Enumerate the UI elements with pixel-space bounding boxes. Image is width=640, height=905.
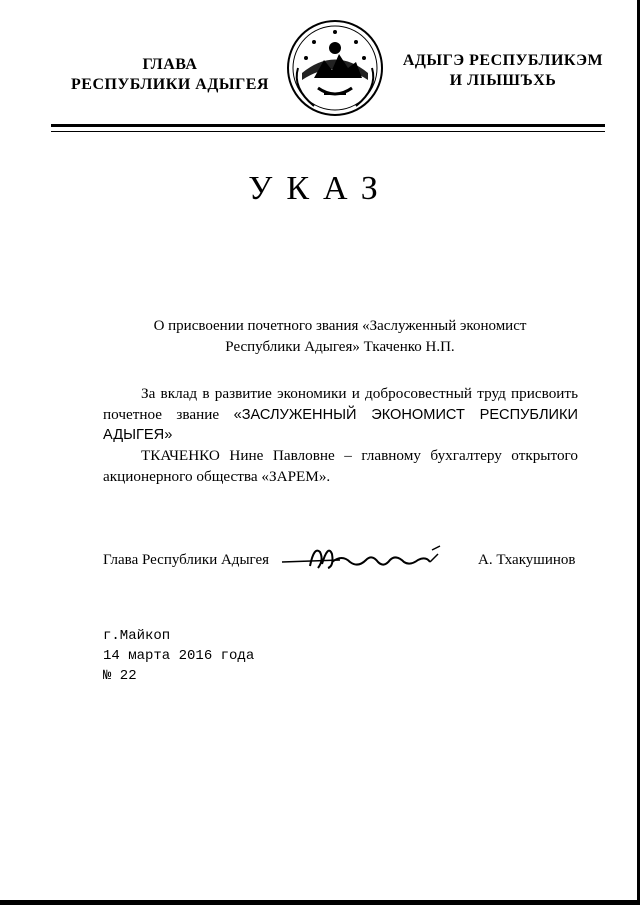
document-footer: [103, 626, 254, 686]
footer-number: № 22: [103, 668, 137, 684]
subject-line2: Республики Адыгея» Ткаченко Н.П.: [225, 339, 455, 355]
subject-line1: О присвоении почетного звания «Заслуженный экономист: [153, 318, 527, 334]
document-subject: [120, 316, 560, 358]
issuer-right-line2: И ЛІЫШЪХЬ: [449, 72, 557, 89]
signatory-name: А. Тхакушинов: [478, 552, 576, 568]
document-title: УКАЗ: [248, 170, 392, 207]
body-p1-text: За вклад в развитие экономики и добросовестный труд присвоить почетное звание: [103, 385, 578, 423]
handwritten-signature: [280, 540, 450, 576]
issuer-right: [393, 51, 613, 91]
header-rule-thin: [51, 131, 605, 132]
header-rule-thick: [51, 124, 605, 127]
issuer-left-line2: РЕСПУБЛИКИ АДЫГЕЯ: [71, 76, 269, 93]
footer-city: г.Майкоп: [103, 628, 171, 644]
issuer-left-line1: ГЛАВА: [142, 56, 198, 73]
issuer-right-line1: АДЫГЭ РЕСПУБЛИКЭМ: [402, 52, 604, 69]
signatory-position: Глава Республики Адыгея: [103, 552, 270, 568]
body-paragraph-1: [103, 384, 578, 446]
issuer-left: [50, 55, 290, 95]
body-p2-text: ТКАЧЕНКО Нине Павловне – главному бухгалтеру открытого акционерного общества «ЗАРЕМ».: [103, 447, 578, 485]
honorary-title: «ЗАСЛУЖЕННЫЙ ЭКОНОМИСТ РЕСПУБЛИКИ АДЫГЕЯ»: [103, 406, 578, 443]
footer-date: 14 марта 2016 года: [103, 648, 255, 664]
coat-of-arms-icon: [284, 18, 386, 118]
body-paragraph-2: [103, 446, 578, 487]
scan-edge-bottom: [0, 900, 640, 905]
